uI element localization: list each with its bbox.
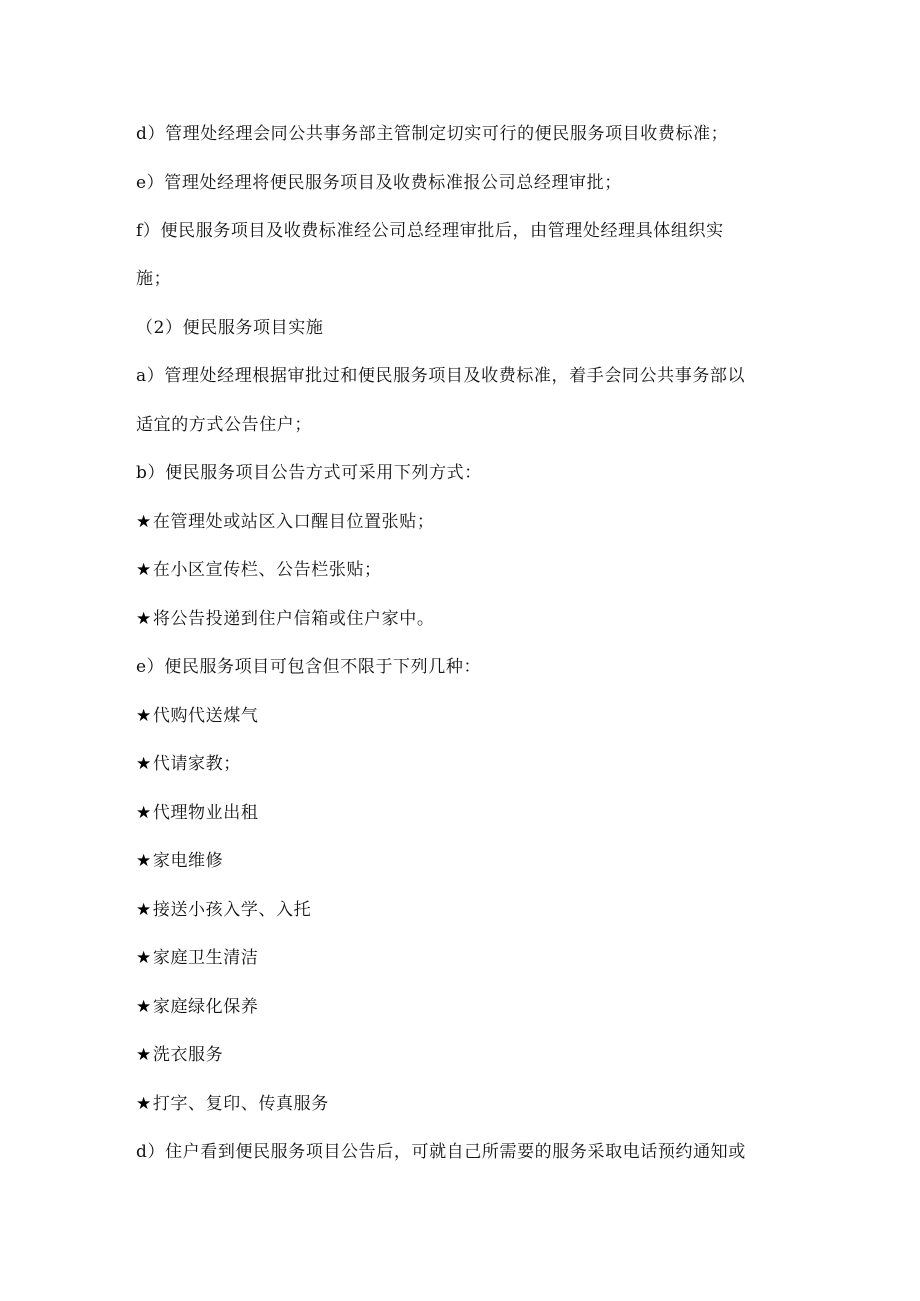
text-line: f）便民服务项目及收费标准经公司总经理审批后，由管理处经理具体组织实 <box>136 221 724 241</box>
bullet-text: 洗衣服务 <box>152 1045 224 1065</box>
bullet-item <box>136 898 311 922</box>
bullet-text: 代请家教； <box>152 754 241 774</box>
text-line: 适宜的方式公告住户； <box>136 415 312 435</box>
bullet-text: 接送小孩入学、入托 <box>152 900 312 920</box>
bullet-text: 代理物业出租 <box>152 803 259 823</box>
bullet-text: 将公告投递到住户信箱或住户家中。 <box>152 609 435 629</box>
star-icon: ★ <box>136 803 152 823</box>
star-icon: ★ <box>136 997 152 1017</box>
text-line: e）管理处经理将便民服务项目及收费标准报公司总经理审批； <box>136 173 622 193</box>
star-icon: ★ <box>136 851 152 871</box>
text-line: d）管理处经理会同公共事务部主管制定切实可行的便民服务项目收费标准； <box>136 124 729 144</box>
text-line: a）管理处经理根据审批过和便民服务项目及收费标准，着手会同公共事务部以 <box>136 366 746 386</box>
bullet-item <box>136 801 258 825</box>
bullet-item <box>136 1092 329 1116</box>
bullet-text: 代购代送煤气 <box>152 706 259 726</box>
bullet-item <box>136 510 434 534</box>
text-line: d）住户看到便民服务项目公告后，可就自己所需要的服务采取电话预约通知或 <box>136 1142 746 1162</box>
bullet-item <box>136 995 258 1019</box>
star-icon: ★ <box>136 560 152 580</box>
star-icon: ★ <box>136 754 152 774</box>
bullet-text: 在小区宣传栏、公告栏张贴； <box>152 560 382 580</box>
star-icon: ★ <box>136 1094 152 1114</box>
section-heading: （2）便民服务项目实施 <box>136 318 324 338</box>
star-icon: ★ <box>136 1045 152 1065</box>
bullet-text: 在管理处或站区入口醒目位置张贴； <box>152 512 435 532</box>
bullet-text: 家庭绿化保养 <box>152 997 259 1017</box>
bullet-item <box>136 849 223 873</box>
text-line: b）便民服务项目公告方式可采用下列方式： <box>136 463 482 483</box>
star-icon: ★ <box>136 706 152 726</box>
bullet-text: 家电维修 <box>152 851 224 871</box>
bullet-item <box>136 752 241 776</box>
star-icon: ★ <box>136 512 152 532</box>
bullet-item <box>136 607 434 631</box>
bullet-item <box>136 704 258 728</box>
text-line: 施； <box>136 269 172 289</box>
bullet-text: 家庭卫生清洁 <box>152 948 259 968</box>
bullet-text: 打字、复印、传真服务 <box>152 1094 329 1114</box>
bullet-item <box>136 558 382 582</box>
text-line: e）便民服务项目可包含但不限于下列几种： <box>136 657 482 677</box>
bullet-item <box>136 946 258 970</box>
star-icon: ★ <box>136 609 152 629</box>
star-icon: ★ <box>136 948 152 968</box>
star-icon: ★ <box>136 900 152 920</box>
bullet-item <box>136 1043 223 1067</box>
